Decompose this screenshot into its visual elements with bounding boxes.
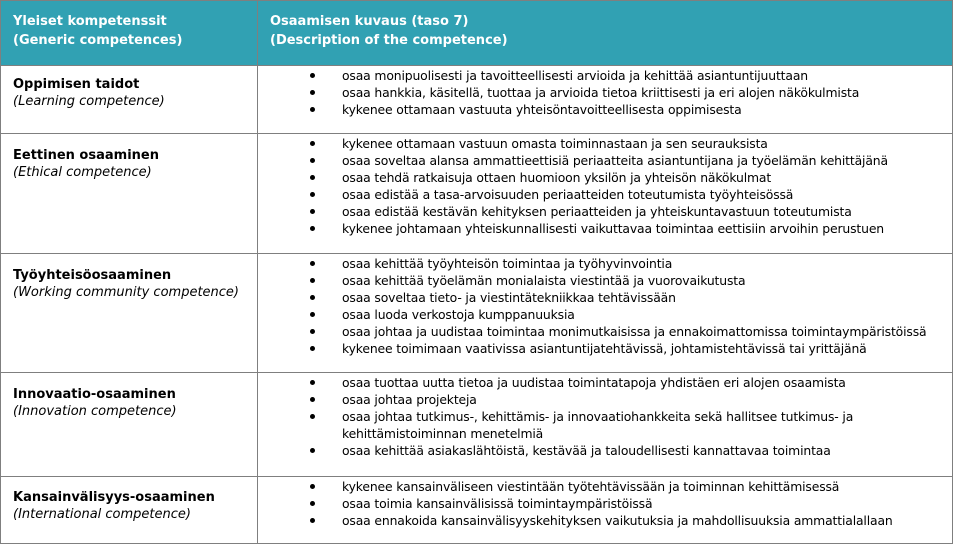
header-description bbox=[258, 1, 952, 65]
list-item: kykenee johtamaan yhteiskunnallisesti vaikuttavaa toimintaa eettisiin arvoihin perustuen bbox=[270, 220, 952, 237]
description-cell bbox=[258, 373, 952, 476]
header-col2-english: (Description of the competence) bbox=[270, 33, 508, 48]
list-item: osaa kehittää työyhteisön toimintaa ja työhyvinvointia bbox=[270, 255, 952, 272]
list-item: osaa tuottaa uutta tietoa ja uudistaa toimintatapoja yhdistäen eri alojen osaamista bbox=[270, 374, 952, 391]
description-list bbox=[270, 373, 952, 459]
competence-subtitle: (Working community competence) bbox=[13, 285, 239, 300]
header-generic-competences bbox=[1, 1, 258, 65]
header-col1-english: (Generic competences) bbox=[13, 33, 183, 48]
bullet-icon bbox=[310, 518, 315, 523]
list-item: osaa johtaa ja uudistaa toimintaa monimutkaisissa ja ennakoimattomissa toimintaympäristöissä bbox=[270, 323, 952, 340]
list-item: osaa edistää a tasa-arvoisuuden periaatteiden toteutumista työyhteisössä bbox=[270, 186, 952, 203]
competence-cell bbox=[1, 66, 258, 133]
competence-subtitle: (Innovation competence) bbox=[13, 404, 177, 419]
bullet-icon bbox=[310, 312, 315, 317]
description-cell bbox=[258, 66, 952, 133]
bullet-icon bbox=[310, 501, 315, 506]
bullet-icon bbox=[310, 278, 315, 283]
bullet-icon bbox=[310, 380, 315, 385]
description-list bbox=[270, 477, 952, 529]
bullet-icon bbox=[310, 90, 315, 95]
list-item: kykenee ottamaan vastuun omasta toiminnastaan ja sen seurauksista bbox=[270, 135, 952, 152]
competence-title: Eettinen osaaminen bbox=[13, 148, 159, 163]
list-item: osaa edistää kestävän kehityksen periaatteiden ja yhteiskuntavastuun toteutumista bbox=[270, 203, 952, 220]
table-header-row bbox=[1, 1, 952, 65]
competence-subtitle: (Learning competence) bbox=[13, 94, 165, 109]
bullet-icon bbox=[310, 261, 315, 266]
bullet-icon bbox=[310, 329, 315, 334]
list-item: osaa ennakoida kansainvälisyyskehityksen vaikutuksia ja mahdollisuuksia ammattialallaan bbox=[270, 512, 952, 529]
competence-title: Työyhteisöosaaminen bbox=[13, 268, 172, 283]
table-row-ethical bbox=[1, 133, 952, 253]
description-cell bbox=[258, 477, 952, 544]
competence-subtitle: (Ethical competence) bbox=[13, 165, 152, 180]
list-item: osaa johtaa projekteja bbox=[270, 391, 952, 408]
table-row-international bbox=[1, 476, 952, 544]
bullet-icon bbox=[310, 295, 315, 300]
bullet-icon bbox=[310, 484, 315, 489]
list-item: osaa tehdä ratkaisuja ottaen huomioon yksilön ja yhteisön näkökulmat bbox=[270, 169, 952, 186]
header-col2-finnish: Osaamisen kuvaus (taso 7) bbox=[270, 14, 469, 29]
list-item: osaa toimia kansainvälisissä toimintaympäristöissä bbox=[270, 495, 952, 512]
bullet-icon bbox=[310, 175, 315, 180]
table-row-learning bbox=[1, 65, 952, 133]
bullet-icon bbox=[310, 226, 315, 231]
competence-cell bbox=[1, 134, 258, 253]
bullet-icon bbox=[310, 158, 315, 163]
list-item: kykenee toimimaan vaativissa asiantuntijatehtävissä, johtamistehtävissä tai yrittäjänä bbox=[270, 340, 952, 357]
competence-title: Kansainvälisyys-osaaminen bbox=[13, 490, 215, 505]
bullet-icon bbox=[310, 448, 315, 453]
competence-cell bbox=[1, 254, 258, 372]
bullet-icon bbox=[310, 192, 315, 197]
list-item: osaa kehittää asiakaslähtöistä, kestävää ja taloudellisesti kannattavaa toimintaa bbox=[270, 442, 952, 459]
list-item: osaa kehittää työelämän monialaista viestintää ja vuorovaikutusta bbox=[270, 272, 952, 289]
list-item: osaa johtaa tutkimus-, kehittämis- ja innovaatiohankkeita sekä hallitsee tutkimus- ja kehittämistoiminnan menetelmiä bbox=[270, 408, 952, 442]
list-item: kykenee kansainväliseen viestintään työtehtävissään ja toiminnan kehittämisessä bbox=[270, 478, 952, 495]
header-col1-finnish: Yleiset kompetenssit bbox=[13, 14, 167, 29]
description-cell bbox=[258, 134, 952, 253]
list-item: kykenee ottamaan vastuuta yhteisöntavoitteellisesta oppimisesta bbox=[270, 101, 952, 118]
bullet-icon bbox=[310, 107, 315, 112]
competence-title: Innovaatio-osaaminen bbox=[13, 387, 176, 402]
list-item: osaa soveltaa alansa ammattieettisiä periaatteita asiantuntijana ja työelämän kehittäjänä bbox=[270, 152, 952, 169]
competence-subtitle: (International competence) bbox=[13, 507, 191, 522]
list-item: osaa soveltaa tieto- ja viestintätekniikkaa tehtävissään bbox=[270, 289, 952, 306]
bullet-icon bbox=[310, 414, 315, 419]
competence-title: Oppimisen taidot bbox=[13, 77, 140, 92]
description-list bbox=[270, 254, 952, 357]
description-cell bbox=[258, 254, 952, 372]
bullet-icon bbox=[310, 346, 315, 351]
bullet-icon bbox=[310, 141, 315, 146]
table-row-innovation bbox=[1, 372, 952, 476]
table-row-working-community bbox=[1, 253, 952, 372]
list-item: osaa luoda verkostoja kumppanuuksia bbox=[270, 306, 952, 323]
competence-cell bbox=[1, 373, 258, 476]
bullet-icon bbox=[310, 209, 315, 214]
list-item: osaa hankkia, käsitellä, tuottaa ja arvioida tietoa kriittisesti ja eri alojen näkökulmista bbox=[270, 84, 952, 101]
description-list bbox=[270, 134, 952, 237]
bullet-icon bbox=[310, 397, 315, 402]
description-list bbox=[270, 66, 952, 118]
bullet-icon bbox=[310, 73, 315, 78]
competence-cell bbox=[1, 477, 258, 544]
list-item: osaa monipuolisesti ja tavoitteellisesti arvioida ja kehittää asiantuntijuuttaan bbox=[270, 67, 952, 84]
